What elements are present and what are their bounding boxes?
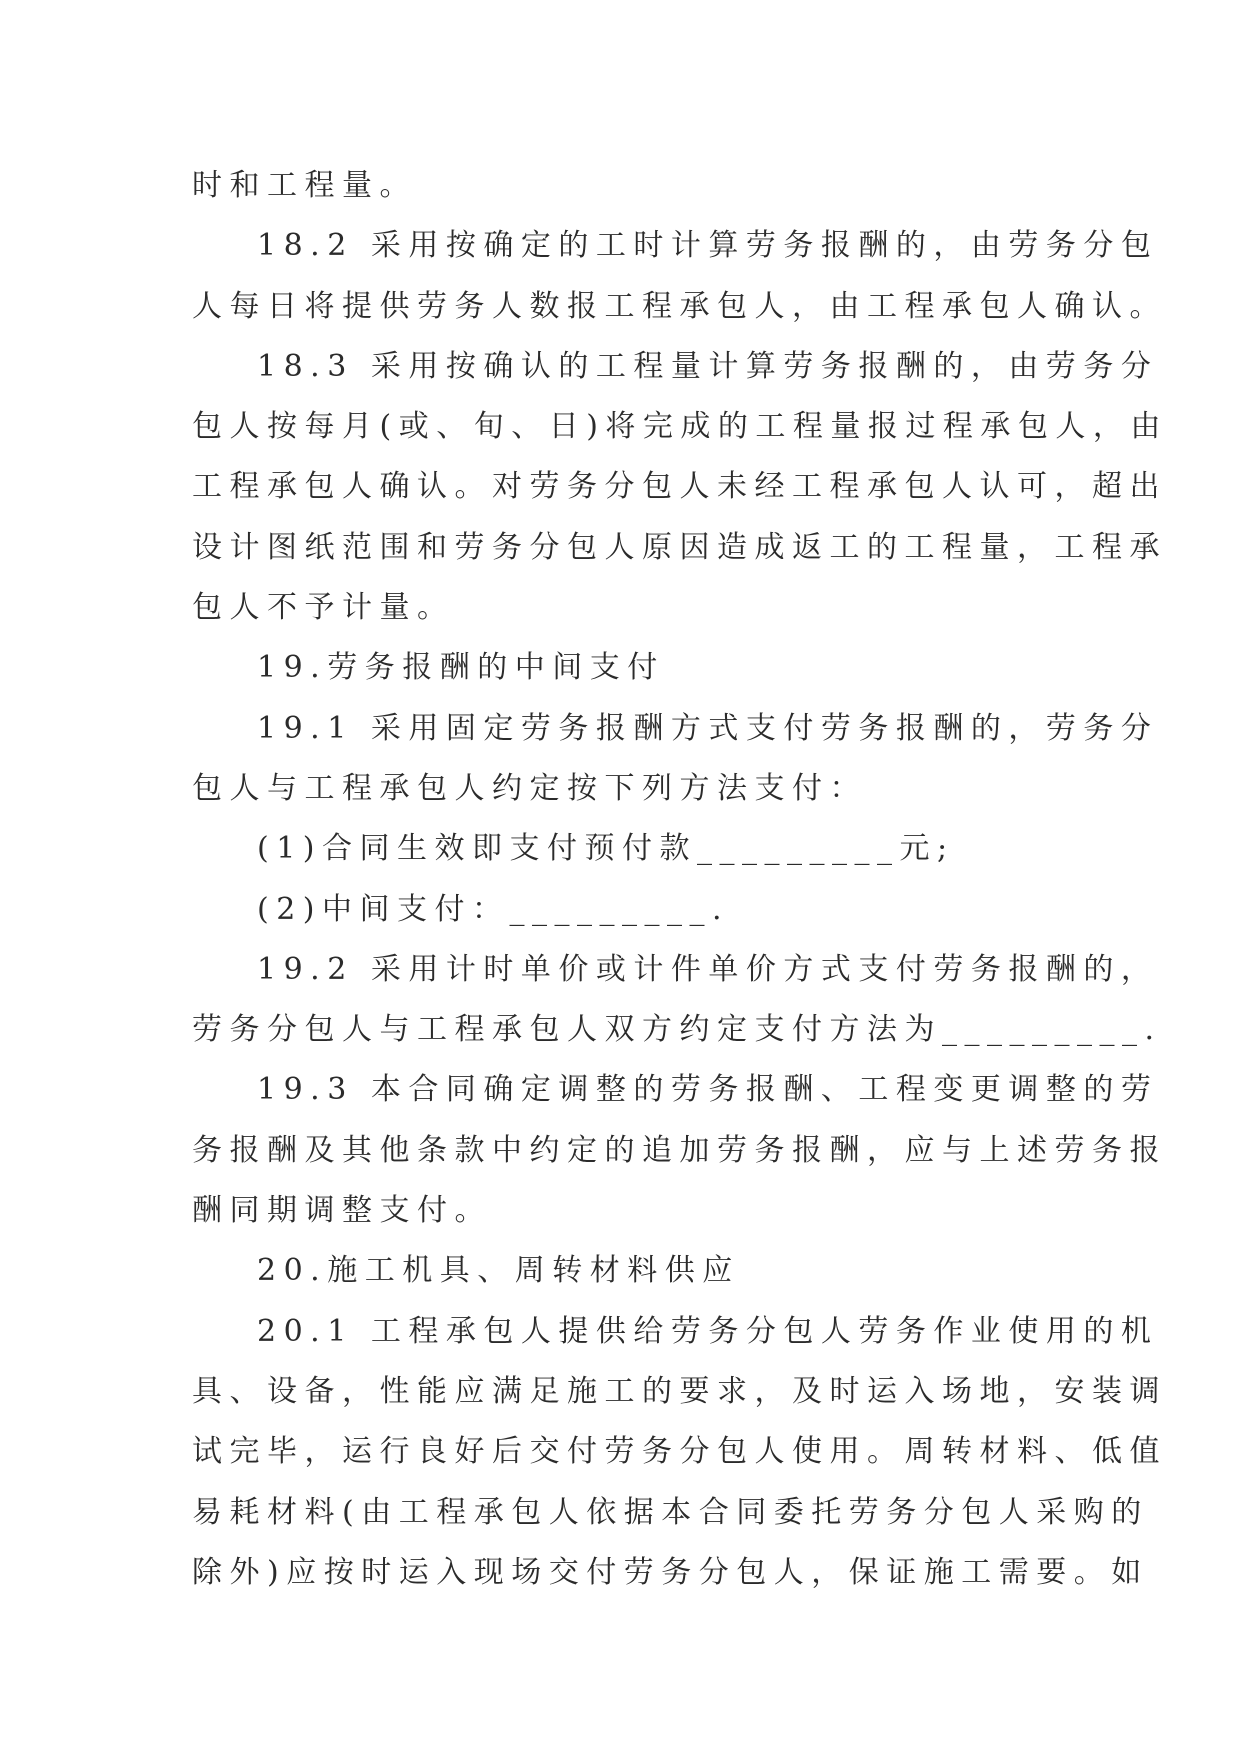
- document-line: 具、设备，性能应满足施工的要求，及时运入场地，安装调: [192, 1373, 1167, 1409]
- document-line: 20.施工机具、周转材料供应: [257, 1253, 740, 1289]
- document-line: (2)中间支付：_________.: [257, 891, 730, 927]
- document-body: [192, 156, 1168, 1603]
- document-line: 劳务分包人与工程承包人双方约定支付方法为_________.: [192, 1012, 1162, 1048]
- document-line: 人每日将提供劳务人数报工程承包人，由工程承包人确认。: [192, 288, 1167, 324]
- document-line: (1)合同生效即支付预付款_________元;: [257, 831, 955, 867]
- document-line: 设计图纸范围和劳务分包人原因造成返工的工程量，工程承: [192, 529, 1167, 565]
- document-line: 时和工程量。: [192, 168, 417, 203]
- document-line: 除外)应按时运入现场交付劳务分包人，保证施工需要。如: [192, 1554, 1149, 1590]
- document-line: 19.3 本合同确定调整的劳务报酬、工程变更调整的劳: [257, 1072, 1159, 1108]
- document-line: 18.3 采用按确认的工程量计算劳务报酬的，由劳务分: [257, 348, 1159, 384]
- document-line: 包人与工程承包人约定按下列方法支付：: [192, 770, 867, 806]
- document-line: 试完毕，运行良好后交付劳务分包人使用。周转材料、低值: [192, 1434, 1167, 1470]
- document-line: 包人不予计量。: [192, 590, 455, 626]
- document-line: 易耗材料(由工程承包人依据本合同委托劳务分包人采购的: [192, 1494, 1149, 1530]
- document-line: 19.劳务报酬的中间支付: [257, 650, 665, 686]
- document-line: 务报酬及其他条款中约定的追加劳务报酬，应与上述劳务报: [192, 1132, 1167, 1168]
- document-line: 18.2 采用按确定的工时计算劳务报酬的，由劳务分包: [257, 228, 1159, 264]
- document-line: 工程承包人确认。对劳务分包人未经工程承包人认可，超出: [192, 469, 1167, 505]
- document-line: 酬同期调整支付。: [192, 1193, 492, 1229]
- document-line: 包人按每月(或、旬、日)将完成的工程量报过程承包人，由: [192, 409, 1168, 445]
- document-line: 19.1 采用固定劳务报酬方式支付劳务报酬的，劳务分: [257, 710, 1159, 746]
- document-line: 20.1 工程承包人提供给劳务分包人劳务作业使用的机: [257, 1313, 1159, 1349]
- document-line: 19.2 采用计时单价或计件单价方式支付劳务报酬的，: [257, 951, 1159, 987]
